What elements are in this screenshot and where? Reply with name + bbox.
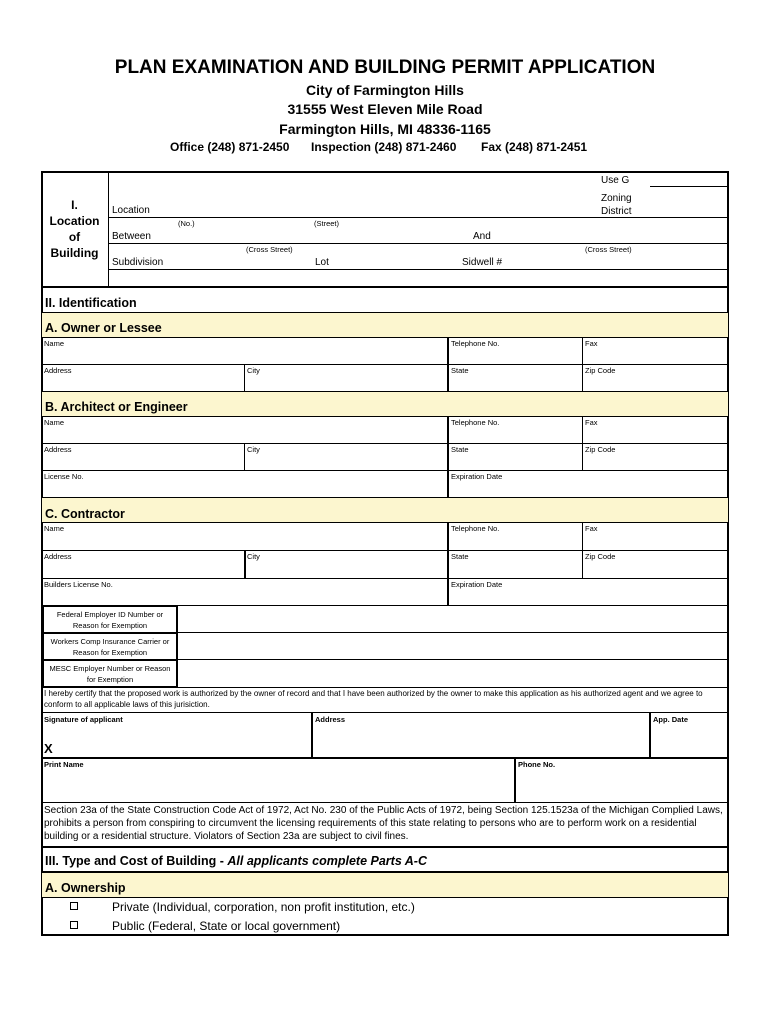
owner-telephone-label: Telephone No.	[451, 339, 500, 348]
app-date-field[interactable]	[651, 713, 728, 757]
architect-fax-label: Fax	[585, 418, 598, 427]
location-label: Location	[112, 205, 150, 216]
architect-zip-label: Zip Code	[585, 445, 616, 454]
zoning-field[interactable]	[650, 190, 728, 217]
contractor-telephone-field[interactable]	[449, 523, 582, 549]
district-label: District	[601, 206, 632, 217]
form-title: PLAN EXAMINATION AND BUILDING PERMIT APPLICATION	[114, 57, 656, 78]
owner-name-label: Name	[44, 339, 65, 348]
workers-comp-field[interactable]	[177, 633, 728, 660]
contractor-address-field[interactable]	[42, 551, 244, 577]
private-option-label: Private (Individual, corporation, non profit institution, etc.)	[112, 900, 415, 914]
use-group-label: Use G	[601, 175, 630, 186]
workers-comp-label-2: Reason for Exemption	[72, 648, 148, 657]
phone-label: Phone No.	[518, 760, 556, 769]
print-name-field[interactable]	[42, 759, 514, 802]
fed-id-label-1: Federal Employer ID Number or	[56, 610, 164, 619]
owner-city-label: City	[247, 366, 260, 375]
owner-city-field[interactable]	[245, 365, 447, 391]
owner-telephone-field[interactable]	[449, 338, 582, 364]
between-field[interactable]	[155, 229, 465, 243]
contractor-expiration-field[interactable]	[449, 579, 728, 605]
contractor-address-label: Address	[44, 552, 72, 561]
architect-zip-field[interactable]	[583, 444, 728, 470]
architect-heading: B. Architect or Engineer	[45, 400, 188, 414]
sidwell-label: Sidwell #	[462, 257, 503, 268]
architect-license-field[interactable]	[42, 471, 447, 497]
section1-roman: I.	[71, 198, 78, 212]
fax-number: Fax (248) 871-2451	[481, 140, 588, 154]
public-option-label: Public (Federal, State or local government)	[112, 919, 341, 933]
public-checkbox[interactable]	[70, 921, 78, 929]
architect-name-label: Name	[44, 418, 65, 427]
architect-fax-field[interactable]	[583, 417, 728, 443]
contractor-city-label: City	[247, 552, 260, 561]
signature-field[interactable]	[42, 713, 311, 757]
notice-line	[41, 846, 729, 848]
mesc-field[interactable]	[177, 660, 728, 687]
architect-telephone-field[interactable]	[449, 417, 582, 443]
office-phone: Office (248) 871-2450	[170, 140, 290, 154]
contractor-license-field[interactable]	[42, 579, 447, 605]
fed-id-label-2: Reason for Exemption	[72, 621, 148, 630]
ownership-line	[41, 897, 729, 898]
between-label: Between	[112, 231, 151, 242]
print-name-label: Print Name	[44, 760, 84, 769]
location-line	[109, 217, 728, 218]
and-label: And	[473, 231, 491, 242]
identification-heading: II. Identification	[45, 296, 137, 310]
contractor-heading-band	[42, 498, 728, 522]
owner-name-field[interactable]	[42, 338, 447, 364]
subdivision-line	[109, 269, 728, 270]
architect-address-field[interactable]	[42, 444, 244, 470]
signature-label: Signature of applicant	[44, 715, 123, 724]
street-hint: (Street)	[314, 219, 340, 228]
ownership-heading: A. Ownership	[45, 881, 126, 895]
contractor-fax-label: Fax	[585, 524, 598, 533]
private-checkbox[interactable]	[70, 902, 78, 910]
section3-heading	[45, 854, 427, 868]
contractor-city-field[interactable]	[246, 551, 447, 577]
architect-expiration-label: Expiration Date	[451, 472, 503, 481]
contractor-heading: C. Contractor	[45, 507, 125, 521]
mesc-label-1: MESC Employer Number or Reason	[49, 664, 171, 673]
use-group-field[interactable]	[650, 172, 728, 187]
section3-heading-plain: III. Type and Cost of Building -	[45, 854, 228, 868]
architect-city-label: City	[247, 445, 260, 454]
location-field[interactable]	[160, 202, 590, 217]
architect-address-label: Address	[44, 445, 72, 454]
lot-field[interactable]	[332, 255, 457, 269]
cross-street-hint-1: (Cross Street)	[246, 245, 293, 254]
contractor-zip-label: Zip Code	[585, 552, 616, 561]
exempt-divider	[177, 606, 178, 687]
applicant-address-field[interactable]	[313, 713, 648, 757]
owner-zip-field[interactable]	[583, 365, 728, 391]
signature-x-mark: X	[44, 741, 53, 756]
contractor-state-label: State	[451, 552, 469, 561]
owner-address-field[interactable]	[42, 365, 244, 391]
section1-title-location: Location	[49, 214, 100, 228]
sidwell-field[interactable]	[508, 255, 726, 269]
architect-state-field[interactable]	[449, 444, 582, 470]
print-line	[41, 802, 729, 803]
contractor-state-field[interactable]	[449, 551, 582, 577]
phone-field[interactable]	[516, 759, 728, 802]
workers-comp-label-1: Workers Comp Insurance Carrier or	[50, 637, 170, 646]
contractor-zip-field[interactable]	[583, 551, 728, 577]
architect-city-field[interactable]	[245, 444, 447, 470]
architect-state-label: State	[451, 445, 469, 454]
section3-heading-italic: All applicants complete Parts A-C	[227, 854, 427, 868]
fed-id-field[interactable]	[177, 606, 728, 633]
architect-name-field[interactable]	[42, 417, 447, 443]
contractor-license-label: Builders License No.	[44, 580, 113, 589]
owner-state-label: State	[451, 366, 469, 375]
city-name: City of Farmington Hills	[306, 82, 464, 98]
contractor-expiration-label: Expiration Date	[451, 580, 503, 589]
between-line	[109, 243, 728, 244]
architect-expiration-field[interactable]	[449, 471, 728, 497]
inspection-phone: Inspection (248) 871-2460	[311, 140, 457, 154]
lot-label: Lot	[315, 257, 329, 268]
owner-state-field[interactable]	[449, 365, 582, 391]
owner-zip-label: Zip Code	[585, 366, 616, 375]
contractor-name-field[interactable]	[42, 523, 447, 549]
section1-bottom	[41, 286, 729, 288]
owner-fax-label: Fax	[585, 339, 598, 348]
architect-telephone-label: Telephone No.	[451, 418, 500, 427]
mesc-label-2: for Exemption	[86, 675, 134, 684]
contractor-name-label: Name	[44, 524, 65, 533]
applicant-address-label: Address	[315, 715, 346, 724]
app-date-label: App. Date	[653, 715, 689, 724]
owner-address-label: Address	[44, 366, 72, 375]
owner-fax-field[interactable]	[583, 338, 728, 364]
owner-heading: A. Owner or Lessee	[45, 321, 162, 335]
cross-street-hint-2: (Cross Street)	[585, 245, 632, 254]
contractor-telephone-label: Telephone No.	[451, 524, 500, 533]
section1-title-building: Building	[50, 246, 99, 260]
section1-title-of: of	[68, 230, 81, 244]
ownership-heading-band	[42, 873, 728, 897]
and-field[interactable]	[495, 229, 725, 243]
city-state-zip: Farmington Hills, MI 48336-1165	[279, 121, 491, 137]
section23a-notice: Section 23a of the State Construction Code Act of 1972, Act No. 230 of the Public Acts of 1972, being Section 125.1523a of the Michigan Complied Laws, prohibits a person from conspiring to circumvent the licensing requirements of this state relating to persons who are to perform work on a residential building or a residential structure. Violators of Section 23a are subject to civil fines.	[44, 805, 723, 842]
contractor-fax-field[interactable]	[583, 523, 728, 549]
zoning-label: Zoning	[601, 193, 632, 204]
architect-license-label: License No.	[44, 472, 84, 481]
street-address: 31555 West Eleven Mile Road	[287, 101, 483, 117]
subdivision-label: Subdivision	[112, 257, 164, 268]
no-hint: (No.)	[178, 219, 195, 228]
subdivision-field[interactable]	[168, 255, 308, 269]
certification-text: I hereby certify that the proposed work is authorized by the owner of record and that I have been authorized by the owner to make this application as his authorized agent and we agree to conform to all applicable laws of this jurisiction.	[44, 689, 703, 709]
